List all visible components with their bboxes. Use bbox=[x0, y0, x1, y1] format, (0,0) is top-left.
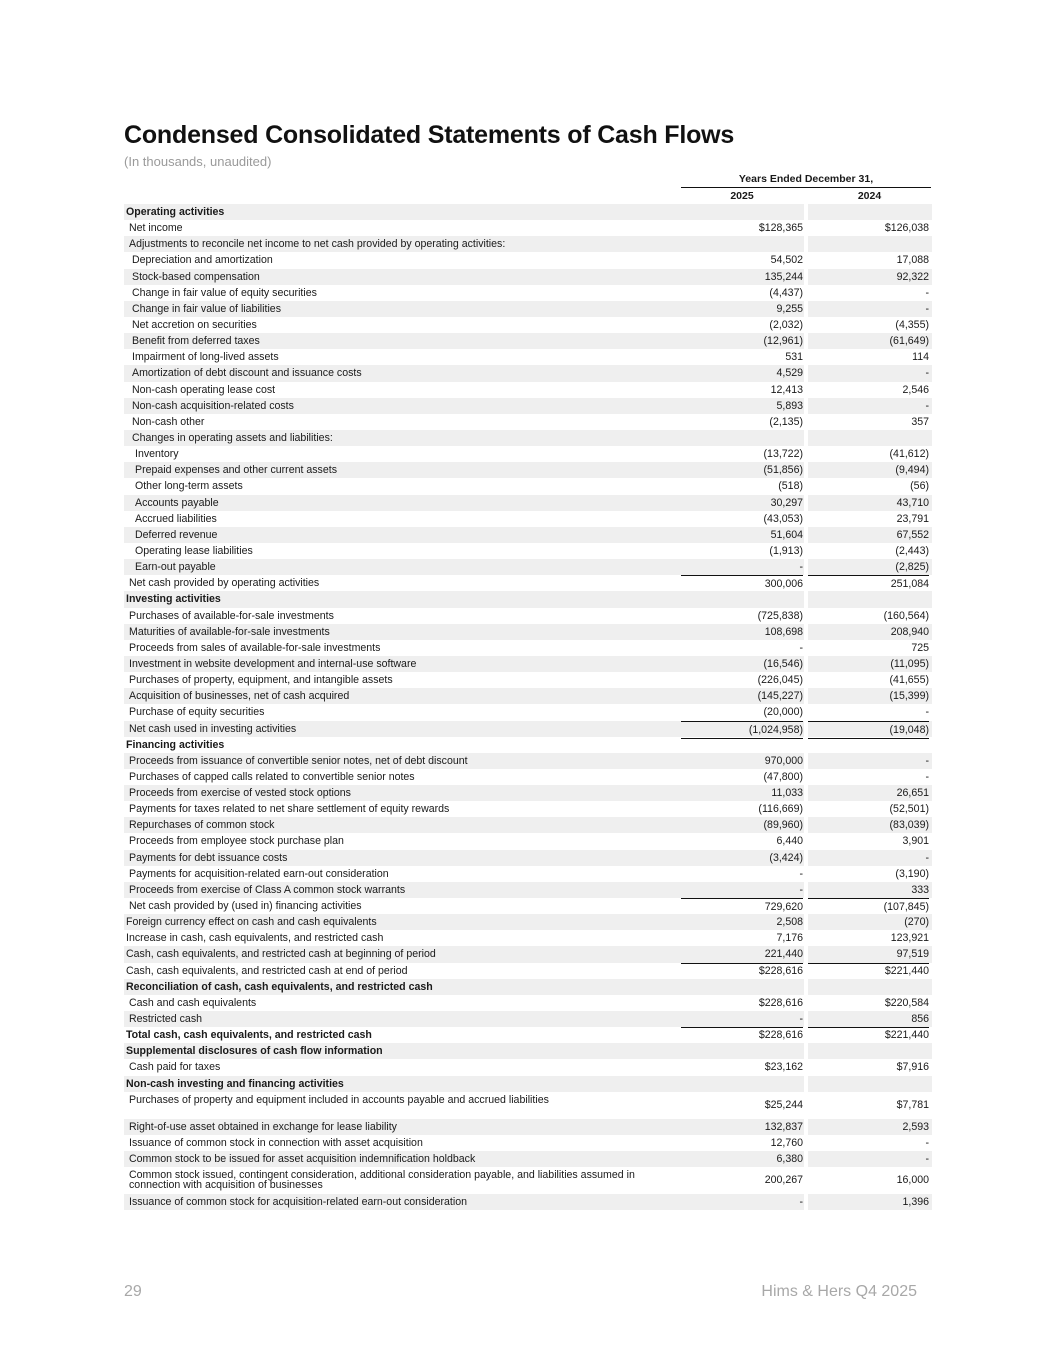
table-row bbox=[124, 478, 932, 494]
value-2025: (4,437) bbox=[769, 286, 803, 299]
column-separator bbox=[804, 1076, 808, 1092]
period-header: Years Ended December 31, bbox=[681, 171, 931, 188]
value-2025: 2,508 bbox=[776, 916, 803, 929]
total-row bbox=[124, 898, 932, 914]
row-label: Net accretion on securities bbox=[132, 318, 257, 331]
value-2024: 17,088 bbox=[896, 254, 929, 267]
value-2025: (20,000) bbox=[763, 706, 803, 719]
value-2025: - bbox=[799, 867, 803, 880]
value-2025: 4,529 bbox=[776, 367, 803, 380]
row-label: Depreciation and amortization bbox=[132, 254, 273, 267]
column-separator bbox=[804, 430, 808, 446]
row-label: Change in fair value of liabilities bbox=[132, 302, 281, 315]
section-header-row bbox=[124, 737, 932, 753]
value-2024: 67,552 bbox=[896, 528, 929, 541]
value-2025: 221,440 bbox=[681, 946, 803, 963]
row-label: Cash and cash equivalents bbox=[129, 996, 257, 1009]
value-2025: $228,616 bbox=[681, 1027, 803, 1045]
page-number: 29 bbox=[124, 1283, 142, 1300]
value-2025: (12,961) bbox=[763, 335, 803, 348]
value-2024: 3,901 bbox=[902, 835, 929, 848]
table-row bbox=[124, 382, 932, 398]
row-label: Purchase of equity securities bbox=[129, 706, 265, 719]
value-2024: 97,519 bbox=[808, 946, 929, 963]
row-label: Increase in cash, cash equivalents, and restricted cash bbox=[126, 932, 384, 945]
cash-flow-table bbox=[124, 204, 932, 1210]
value-2024: $126,038 bbox=[884, 222, 929, 235]
value-2025: 12,760 bbox=[770, 1136, 803, 1149]
column-separator bbox=[804, 236, 808, 252]
value-2024: - bbox=[925, 706, 929, 719]
column-separator bbox=[804, 591, 808, 607]
row-label: Earn-out payable bbox=[135, 561, 216, 574]
value-2025: (3,424) bbox=[769, 851, 803, 864]
value-2024: 26,651 bbox=[896, 787, 929, 800]
row-label: Cash paid for taxes bbox=[129, 1061, 221, 1074]
value-2025: (89,960) bbox=[763, 819, 803, 832]
value-2025: 970,000 bbox=[764, 754, 803, 767]
value-2025: 729,620 bbox=[681, 898, 803, 916]
value-2025: (725,838) bbox=[757, 609, 803, 622]
row-label: Supplemental disclosures of cash flow information bbox=[126, 1045, 383, 1058]
row-label: Deferred revenue bbox=[135, 528, 218, 541]
value-2025: (47,800) bbox=[763, 770, 803, 783]
table-row bbox=[124, 1092, 932, 1119]
value-2025: (2,032) bbox=[769, 318, 803, 331]
column-separator bbox=[804, 204, 808, 220]
value-2024: (52,501) bbox=[889, 803, 929, 816]
table-row bbox=[124, 1194, 932, 1210]
value-2025: 200,267 bbox=[764, 1174, 803, 1187]
table-row bbox=[124, 1151, 932, 1167]
row-label: Issuance of common stock in connection with asset acquisition bbox=[129, 1136, 423, 1149]
value-2024: (160,564) bbox=[883, 609, 929, 622]
row-label: Common stock issued, contingent consideration, additional consideration payable, and liabilities assumed in connection with acquisition of businesses bbox=[129, 1169, 635, 1192]
value-2025: $23,162 bbox=[764, 1061, 803, 1074]
row-label: Net cash used in investing activities bbox=[129, 722, 297, 735]
row-label: Purchases of available-for-sale investments bbox=[129, 609, 334, 622]
value-2024: $7,781 bbox=[896, 1098, 929, 1111]
row-label: Investment in website development and internal-use software bbox=[129, 657, 417, 670]
value-2025: 6,440 bbox=[776, 835, 803, 848]
table-row bbox=[124, 656, 932, 672]
row-label: Adjustments to reconcile net income to net cash provided by operating activities: bbox=[129, 238, 506, 251]
row-label: Operating activities bbox=[126, 206, 225, 218]
table-row bbox=[124, 817, 932, 833]
value-2024: (61,649) bbox=[889, 335, 929, 348]
value-2024: - bbox=[925, 1136, 929, 1149]
column-separator bbox=[804, 1043, 808, 1059]
value-2024: 333 bbox=[911, 883, 929, 896]
value-2025: (116,669) bbox=[758, 803, 803, 816]
value-2024: - bbox=[925, 286, 929, 299]
table-row bbox=[124, 608, 932, 624]
row-label: Change in fair value of equity securities bbox=[132, 286, 317, 299]
value-2024: 43,710 bbox=[896, 496, 929, 509]
value-2025: 5,893 bbox=[776, 399, 803, 412]
value-2025: (226,045) bbox=[757, 674, 803, 687]
value-2025: $228,616 bbox=[681, 963, 803, 981]
value-2025: (1,913) bbox=[769, 544, 803, 557]
column-separator bbox=[804, 737, 808, 753]
table-row bbox=[124, 495, 932, 511]
table-row bbox=[124, 866, 932, 882]
section-header-row bbox=[124, 591, 932, 607]
table-row bbox=[124, 430, 932, 446]
value-2025: (145,227) bbox=[757, 690, 803, 703]
table-row bbox=[124, 624, 932, 640]
table-row bbox=[124, 640, 932, 656]
value-2025: 12,413 bbox=[770, 383, 803, 396]
table-row bbox=[124, 1167, 932, 1194]
row-label: Net income bbox=[129, 222, 183, 235]
table-row bbox=[124, 220, 932, 236]
value-2024: 16,000 bbox=[896, 1174, 929, 1187]
table-row bbox=[124, 414, 932, 430]
row-label: Proceeds from exercise of vested stock options bbox=[129, 787, 351, 800]
row-label: Proceeds from exercise of Class A common stock warrants bbox=[129, 883, 406, 896]
table-row bbox=[124, 882, 932, 898]
page-subtitle: (In thousands, unaudited) bbox=[124, 154, 272, 169]
row-label: Payments for acquisition-related earn-out consideration bbox=[129, 867, 389, 880]
row-label: Repurchases of common stock bbox=[129, 819, 275, 832]
table-row bbox=[124, 785, 932, 801]
row-label: Non-cash acquisition-related costs bbox=[132, 399, 294, 412]
row-label: Cash, cash equivalents, and restricted cash at end of period bbox=[126, 964, 408, 977]
table-row bbox=[124, 559, 932, 575]
row-label: Common stock to be issued for asset acquisition indemnification holdback bbox=[129, 1153, 476, 1166]
row-label: Payments for taxes related to net share settlement of equity rewards bbox=[129, 803, 450, 816]
value-2024: 856 bbox=[808, 1011, 929, 1028]
table-row bbox=[124, 1059, 932, 1075]
table-row bbox=[124, 527, 932, 543]
table-row bbox=[124, 365, 932, 381]
value-2024: - bbox=[925, 851, 929, 864]
table-row bbox=[124, 462, 932, 478]
table-row bbox=[124, 398, 932, 414]
row-label: Accounts payable bbox=[135, 496, 219, 509]
row-label: Financing activities bbox=[126, 738, 225, 751]
table-row bbox=[124, 285, 932, 301]
value-2025: $228,616 bbox=[758, 996, 803, 1009]
value-2024: 2,546 bbox=[902, 383, 929, 396]
value-2025: 54,502 bbox=[770, 254, 803, 267]
value-2025: - bbox=[799, 641, 803, 654]
value-2024: (2,825) bbox=[895, 561, 929, 574]
table-row bbox=[124, 753, 932, 769]
value-2024: $221,440 bbox=[808, 1027, 929, 1045]
value-2025: (16,546) bbox=[763, 657, 803, 670]
row-label: Proceeds from sales of available-for-sale investments bbox=[129, 641, 381, 654]
value-2024: 208,940 bbox=[890, 625, 929, 638]
value-2024: (19,048) bbox=[808, 721, 929, 739]
value-2025: 11,033 bbox=[771, 787, 803, 800]
total-row bbox=[124, 963, 932, 979]
table-row bbox=[124, 930, 932, 946]
table-row bbox=[124, 333, 932, 349]
row-label: Net cash provided by (used in) financing activities bbox=[129, 900, 362, 913]
value-2024: (41,655) bbox=[889, 674, 929, 687]
value-2025: 108,698 bbox=[764, 625, 803, 638]
table-row bbox=[124, 317, 932, 333]
row-label: Payments for debt issuance costs bbox=[129, 851, 288, 864]
value-2024: - bbox=[925, 302, 929, 315]
total-row bbox=[124, 1011, 932, 1027]
row-label: Stock-based compensation bbox=[132, 270, 260, 283]
table-row bbox=[124, 704, 932, 720]
value-2024: 123,921 bbox=[890, 932, 929, 945]
row-label: Maturities of available-for-sale investments bbox=[129, 625, 330, 638]
value-2024: $221,440 bbox=[808, 963, 929, 981]
row-label: Acquisition of businesses, net of cash acquired bbox=[129, 690, 350, 703]
row-label: Proceeds from issuance of convertible senior notes, net of debt discount bbox=[129, 754, 468, 767]
total-row bbox=[124, 575, 932, 591]
value-2025: $25,244 bbox=[764, 1098, 803, 1111]
value-2025: (1,024,958) bbox=[681, 721, 803, 739]
row-label: Operating lease liabilities bbox=[135, 544, 253, 557]
value-2024: (15,399) bbox=[889, 690, 929, 703]
row-label: Benefit from deferred taxes bbox=[132, 335, 260, 348]
footer-brand: Hims & Hers Q4 2025 bbox=[761, 1283, 917, 1300]
value-2025: (13,722) bbox=[763, 448, 803, 461]
value-2025: - bbox=[799, 561, 803, 574]
value-2025: 135,244 bbox=[764, 270, 803, 283]
table-row bbox=[124, 850, 932, 866]
value-2024: 92,322 bbox=[896, 270, 929, 283]
value-2024: 357 bbox=[911, 415, 929, 428]
value-2025: 300,006 bbox=[681, 575, 803, 593]
value-2025: 9,255 bbox=[776, 302, 803, 315]
row-label: Right-of-use asset obtained in exchange for lease liability bbox=[129, 1120, 397, 1133]
table-row bbox=[124, 252, 932, 268]
row-label: Total cash, cash equivalents, and restricted cash bbox=[126, 1029, 372, 1042]
row-label: Reconciliation of cash, cash equivalents, and restricted cash bbox=[126, 980, 433, 993]
value-2024: (56) bbox=[910, 480, 929, 493]
row-label: Issuance of common stock for acquisition-related earn-out consideration bbox=[129, 1196, 467, 1209]
table-row bbox=[124, 543, 932, 559]
value-2025: - bbox=[681, 1011, 803, 1028]
row-label: Purchases of property, equipment, and intangible assets bbox=[129, 674, 393, 687]
row-label: Proceeds from employee stock purchase plan bbox=[129, 835, 344, 848]
value-2024: - bbox=[925, 770, 929, 783]
value-2025: - bbox=[799, 1196, 803, 1209]
total-row bbox=[124, 721, 932, 737]
row-label: Inventory bbox=[135, 448, 179, 461]
value-2024: 1,396 bbox=[902, 1196, 929, 1209]
row-label: Restricted cash bbox=[129, 1013, 203, 1026]
value-2024: - bbox=[925, 367, 929, 380]
value-2024: $220,584 bbox=[884, 996, 929, 1009]
value-2025: 6,380 bbox=[776, 1153, 803, 1166]
value-2025: - bbox=[799, 883, 803, 896]
row-label: Investing activities bbox=[126, 593, 221, 606]
value-2025: (43,053) bbox=[763, 512, 803, 525]
table-row bbox=[124, 269, 932, 285]
row-label: Changes in operating assets and liabilities: bbox=[132, 431, 333, 444]
value-2024: - bbox=[925, 1153, 929, 1166]
value-2025: 7,176 bbox=[776, 932, 803, 945]
total-row bbox=[124, 1027, 932, 1043]
value-2024: (83,039) bbox=[889, 819, 929, 832]
table-row bbox=[124, 511, 932, 527]
column-header-2024: 2024 bbox=[808, 188, 931, 205]
value-2024: (107,845) bbox=[808, 898, 929, 916]
value-2024: (9,494) bbox=[895, 464, 929, 477]
value-2024: - bbox=[925, 399, 929, 412]
row-label: Accrued liabilities bbox=[135, 512, 217, 525]
value-2025: 531 bbox=[785, 351, 803, 364]
row-label: Cash, cash equivalents, and restricted cash at beginning of period bbox=[126, 948, 436, 961]
table-row bbox=[124, 672, 932, 688]
table-row bbox=[124, 1119, 932, 1135]
value-2024: 251,084 bbox=[808, 575, 929, 593]
page-title: Condensed Consolidated Statements of Cash Flows bbox=[124, 121, 735, 149]
row-label: Net cash provided by operating activities bbox=[129, 577, 320, 590]
table-row bbox=[124, 769, 932, 785]
value-2025: (51,856) bbox=[763, 464, 803, 477]
table-row bbox=[124, 833, 932, 849]
table-row bbox=[124, 914, 932, 930]
value-2025: $128,365 bbox=[758, 222, 803, 235]
table-row bbox=[124, 301, 932, 317]
column-separator bbox=[804, 979, 808, 995]
value-2025: 30,297 bbox=[770, 496, 803, 509]
value-2025: (518) bbox=[778, 480, 803, 493]
value-2024: 2,593 bbox=[902, 1120, 929, 1133]
table-row bbox=[124, 446, 932, 462]
value-2024: 23,791 bbox=[896, 512, 929, 525]
section-header-row bbox=[124, 1076, 932, 1092]
table-row bbox=[124, 688, 932, 704]
table-row bbox=[124, 349, 932, 365]
row-label: Prepaid expenses and other current assets bbox=[135, 464, 337, 477]
row-label: Amortization of debt discount and issuance costs bbox=[132, 367, 362, 380]
value-2024: 114 bbox=[912, 351, 929, 364]
table-row bbox=[124, 236, 932, 252]
total-row bbox=[124, 946, 932, 962]
value-2024: (4,355) bbox=[895, 318, 929, 331]
value-2024: (270) bbox=[904, 916, 929, 929]
value-2024: $7,916 bbox=[896, 1061, 929, 1074]
table-row bbox=[124, 1135, 932, 1151]
value-2025: 51,604 bbox=[770, 528, 803, 541]
value-2024: (3,190) bbox=[895, 867, 929, 880]
row-label: Non-cash investing and financing activities bbox=[126, 1077, 344, 1090]
table-row bbox=[124, 995, 932, 1011]
section-header-row bbox=[124, 1043, 932, 1059]
value-2024: - bbox=[925, 754, 929, 767]
column-header-2025: 2025 bbox=[681, 188, 803, 205]
row-label: Impairment of long-lived assets bbox=[132, 351, 279, 364]
row-label: Non-cash operating lease cost bbox=[132, 383, 276, 396]
value-2025: 132,837 bbox=[764, 1120, 803, 1133]
value-2024: (11,095) bbox=[890, 657, 929, 670]
section-header-row bbox=[124, 204, 932, 220]
value-2025: (2,135) bbox=[769, 415, 803, 428]
value-2024: 725 bbox=[911, 641, 929, 654]
row-label: Non-cash other bbox=[132, 415, 205, 428]
row-label: Foreign currency effect on cash and cash equivalents bbox=[126, 916, 377, 929]
section-header-row bbox=[124, 979, 932, 995]
value-2024: (2,443) bbox=[895, 544, 929, 557]
row-label: Other long-term assets bbox=[135, 480, 243, 493]
table-row bbox=[124, 801, 932, 817]
value-2024: (41,612) bbox=[889, 448, 929, 461]
row-label: Purchases of property and equipment included in accounts payable and accrued liabilities bbox=[129, 1093, 549, 1106]
row-label: Purchases of capped calls related to convertible senior notes bbox=[129, 770, 415, 783]
